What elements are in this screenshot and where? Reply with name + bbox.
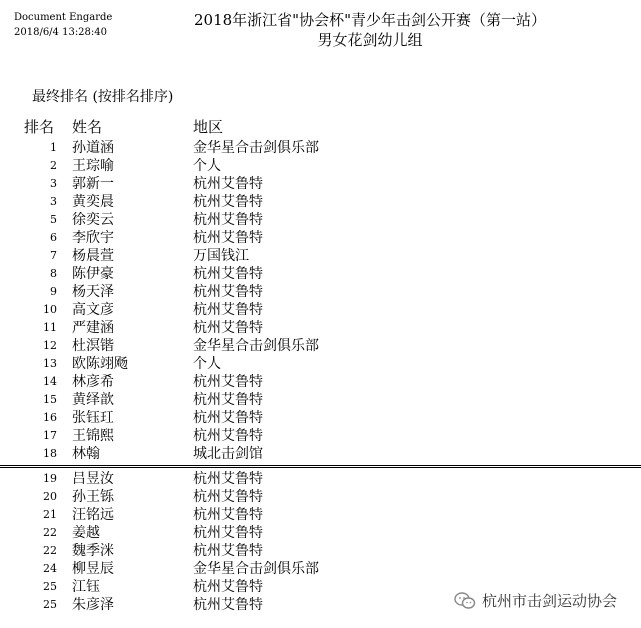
rank-cell: 8 <box>50 267 57 280</box>
region-cell: 杭州艾鲁特 <box>193 543 263 559</box>
name-cell: 欧陈翊飏 <box>72 356 128 372</box>
table-row <box>0 247 641 265</box>
column-header-name: 姓名 <box>72 118 103 136</box>
table-row <box>0 337 641 355</box>
name-cell: 郭新一 <box>72 176 114 192</box>
name-cell: 黄绎歆 <box>72 392 114 408</box>
table-row <box>0 373 641 391</box>
name-cell: 王琮喻 <box>72 158 114 174</box>
table-row <box>0 211 641 229</box>
rank-cell: 6 <box>50 231 57 244</box>
rank-cell: 20 <box>43 490 57 503</box>
region-cell: 杭州艾鲁特 <box>193 284 263 300</box>
results-table <box>0 139 641 614</box>
name-cell: 王锦熙 <box>72 428 114 444</box>
name-cell: 汪铭远 <box>72 507 114 523</box>
name-cell: 朱彦泽 <box>72 597 114 613</box>
table-row <box>0 301 641 319</box>
region-cell: 杭州艾鲁特 <box>193 410 263 426</box>
section-title: 最终排名 (按排名排序) <box>32 89 174 105</box>
rank-cell: 11 <box>43 321 57 334</box>
table-row <box>0 175 641 193</box>
region-cell: 杭州艾鲁特 <box>193 230 263 246</box>
name-cell: 高文彦 <box>72 302 114 318</box>
name-cell: 徐奕云 <box>72 212 114 228</box>
region-cell: 个人 <box>193 158 221 174</box>
rank-cell: 22 <box>43 544 57 557</box>
region-cell: 杭州艾鲁特 <box>193 489 263 505</box>
name-cell: 孙王铄 <box>72 489 114 505</box>
rank-cell: 15 <box>43 393 57 406</box>
name-cell: 杨晨萱 <box>72 248 114 264</box>
name-cell: 江钰 <box>72 579 100 595</box>
name-cell: 孙道涵 <box>72 140 114 156</box>
name-cell: 林彦希 <box>72 374 114 390</box>
region-cell: 杭州艾鲁特 <box>193 428 263 444</box>
table-row <box>0 193 641 211</box>
software-name: Document Engarde <box>14 12 113 23</box>
rank-cell: 3 <box>50 177 57 190</box>
table-row <box>0 427 641 445</box>
name-cell: 柳昱辰 <box>72 561 114 577</box>
rank-cell: 25 <box>43 598 57 611</box>
table-row <box>0 355 641 373</box>
name-cell: 吕昱汝 <box>72 471 114 487</box>
page-subtitle: 男女花剑幼儿组 <box>317 31 423 49</box>
wechat-icon <box>454 592 476 610</box>
table-row <box>0 506 641 524</box>
region-cell: 杭州艾鲁特 <box>193 302 263 318</box>
table-row <box>0 265 641 283</box>
region-cell: 杭州艾鲁特 <box>193 266 263 282</box>
region-cell: 金华星合击剑俱乐部 <box>193 561 319 577</box>
table-row <box>0 229 641 247</box>
name-cell: 杜溟锴 <box>72 338 114 354</box>
region-cell: 杭州艾鲁特 <box>193 525 263 541</box>
rank-cell: 18 <box>43 447 57 460</box>
rank-cell: 17 <box>43 429 57 442</box>
table-row <box>0 542 641 560</box>
table-row <box>0 283 641 301</box>
region-cell: 杭州艾鲁特 <box>193 374 263 390</box>
name-cell: 黄奕晨 <box>72 194 114 210</box>
watermark-text: 杭州市击剑运动协会 <box>482 592 618 610</box>
rank-cell: 22 <box>43 526 57 539</box>
column-header-region: 地区 <box>193 118 224 136</box>
rank-cell: 5 <box>50 213 57 226</box>
region-cell: 杭州艾鲁特 <box>193 176 263 192</box>
rank-cell: 24 <box>43 562 57 575</box>
region-cell: 杭州艾鲁特 <box>193 212 263 228</box>
rank-cell: 13 <box>43 357 57 370</box>
rank-cell: 7 <box>50 249 57 262</box>
region-cell: 杭州艾鲁特 <box>193 194 263 210</box>
region-cell: 个人 <box>193 356 221 372</box>
region-cell: 万国钱江 <box>193 248 249 264</box>
table-row <box>0 488 641 506</box>
table-row <box>0 319 641 337</box>
table-row <box>0 139 641 157</box>
header-titles <box>110 10 630 50</box>
table-row <box>0 391 641 409</box>
table-row <box>0 560 641 578</box>
region-cell: 金华星合击剑俱乐部 <box>193 140 319 156</box>
region-cell: 杭州艾鲁特 <box>193 597 263 613</box>
name-cell: 林翰 <box>72 446 100 462</box>
name-cell: 杨天泽 <box>72 284 114 300</box>
name-cell: 严建涵 <box>72 320 114 336</box>
timestamp: 2018/6/4 13:28:40 <box>14 27 108 38</box>
table-row <box>0 157 641 175</box>
region-cell: 杭州艾鲁特 <box>193 579 263 595</box>
rank-cell: 2 <box>50 159 57 172</box>
region-cell: 杭州艾鲁特 <box>193 471 263 487</box>
table-row <box>0 445 641 463</box>
rank-cell: 10 <box>43 303 57 316</box>
region-cell: 杭州艾鲁特 <box>193 507 263 523</box>
region-cell: 城北击剑馆 <box>193 446 263 462</box>
name-cell: 张钰玒 <box>72 410 114 426</box>
rank-cell: 12 <box>43 339 57 352</box>
region-cell: 杭州艾鲁特 <box>193 392 263 408</box>
name-cell: 陈伊豪 <box>72 266 114 282</box>
rank-cell: 9 <box>50 285 57 298</box>
watermark <box>454 590 617 611</box>
cutoff-divider <box>0 463 641 470</box>
region-cell: 金华星合击剑俱乐部 <box>193 338 319 354</box>
name-cell: 姜越 <box>72 525 100 541</box>
column-header-rank: 排名 <box>24 118 55 136</box>
name-cell: 魏季洣 <box>72 543 114 559</box>
rank-cell: 14 <box>43 375 57 388</box>
name-cell: 李欣宇 <box>72 230 114 246</box>
page-title: 2018年浙江省"协会杯"青少年击剑公开赛（第一站） <box>194 11 546 29</box>
rank-cell: 3 <box>50 195 57 208</box>
rank-cell: 25 <box>43 580 57 593</box>
rank-cell: 16 <box>43 411 57 424</box>
rank-cell: 1 <box>50 141 57 154</box>
table-row <box>0 524 641 542</box>
table-row <box>0 409 641 427</box>
header-meta <box>14 10 112 40</box>
rank-cell: 19 <box>43 472 57 485</box>
region-cell: 杭州艾鲁特 <box>193 320 263 336</box>
table-row <box>0 470 641 488</box>
rank-cell: 21 <box>43 508 57 521</box>
